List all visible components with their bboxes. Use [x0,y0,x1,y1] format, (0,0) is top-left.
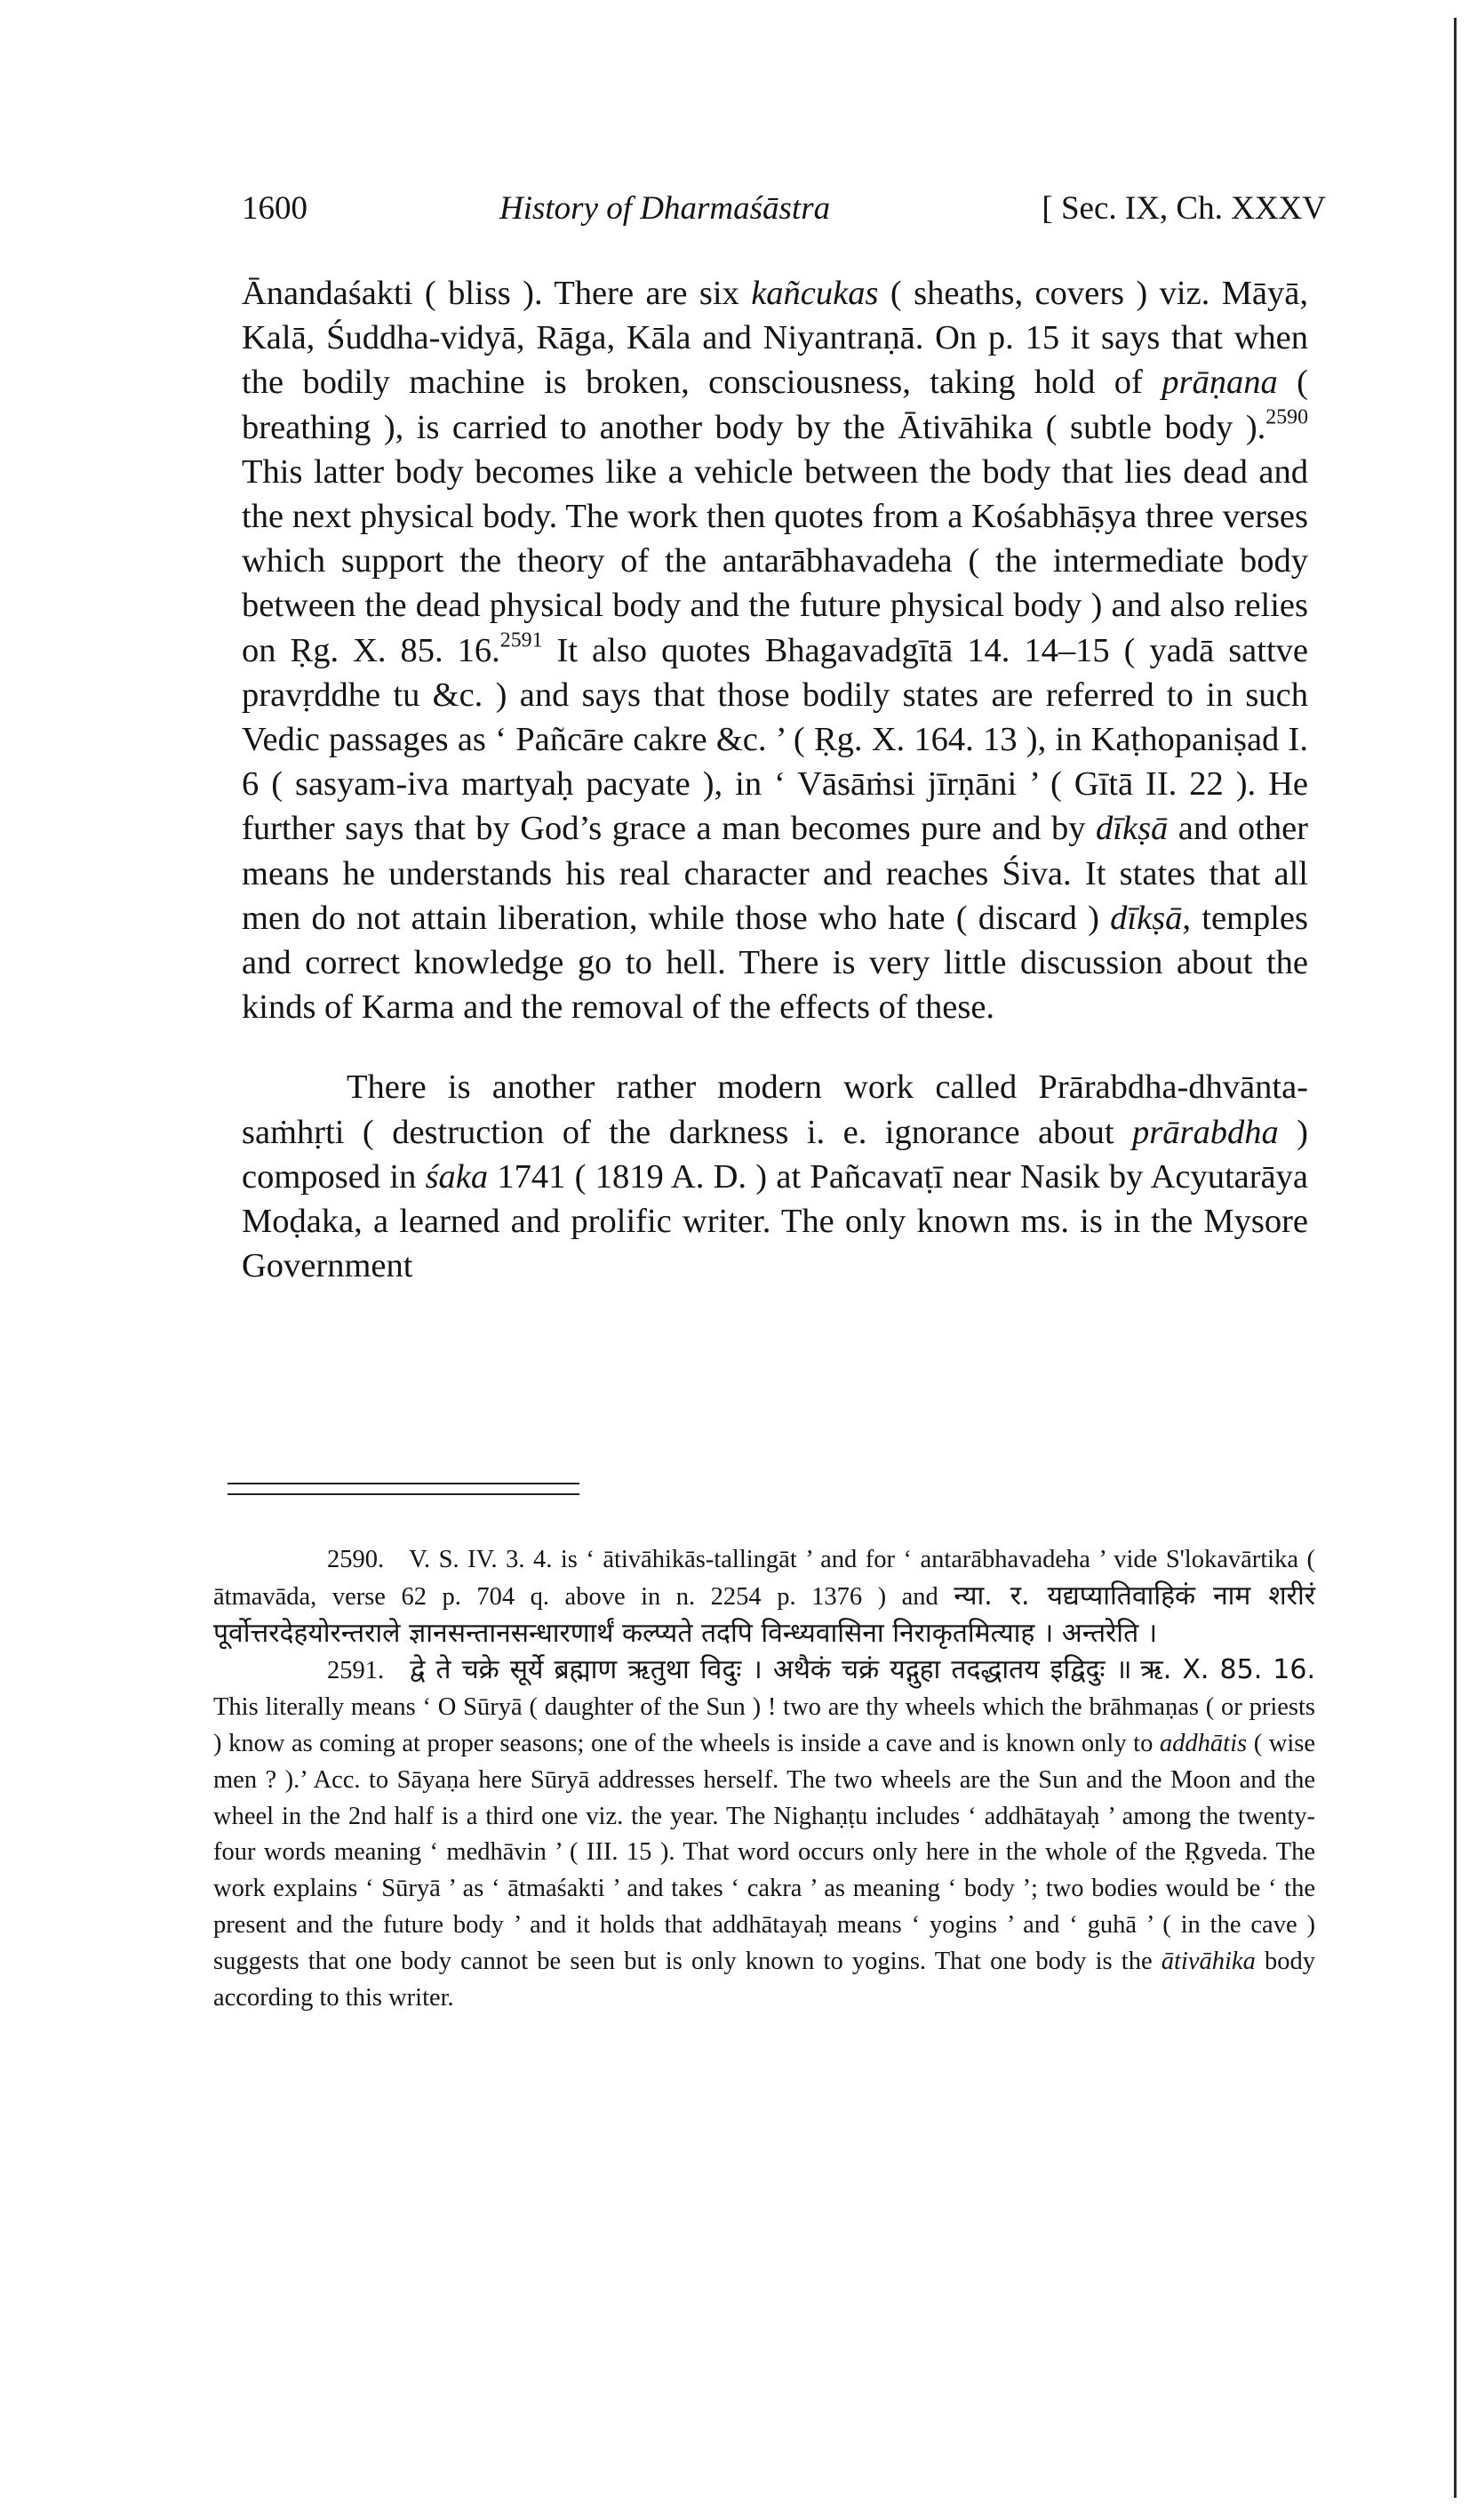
footnote-ref-2590: 2590 [1265,404,1308,428]
italic-term: dīkṣā [1110,899,1183,937]
footnote-text: This literally means ‘ O Sūryā ( daughter of the Sun ) ! two are thy wheels which the brāhmaṇas ( or priests ) know as coming at proper seasons; one of the wheels is inside a cave and is known only to [213,1693,1315,1757]
page-edge-rule [1454,18,1457,2498]
text-run: ) composed in [242,1113,1309,1196]
footnote-number: 2591. [327,1657,385,1685]
rigveda-ref: ऋ. X. 85. 16. [1140,1654,1316,1686]
text-run: It also quotes Bhagavadgītā 14. 14–15 ( yadā sattve pravṛddhe tu &c. ) and says that those bodily states are referred to in such Vedic passages as ‘ Pañcāre cakre &c. ’ ( Ṛg. X. 164. 13 ), in Kaṭhopaniṣad I. 6 ( sasyam-iva martyaḥ pacyate ), in ‘ Vāsāṁsi jīrṇāni ’ ( Gītā II. 22 ). He further says that by God’s grace a man becomes pure and by [242,631,1308,848]
italic-term: kañcukas [751,275,879,312]
footnote-separator [228,1483,579,1484]
section-label: [ Sec. IX, Ch. XXXV [1042,190,1326,227]
text-run: 1741 ( 1819 A. D. ) at Pañcavaṭī near Nasik by Acyutarāya Moḍaka, a learned and prolific writer. The only known ms. is in the Mysore Government [242,1157,1308,1285]
italic-term: ātivāhika [1161,1947,1256,1975]
text-run: This latter body becomes like a vehicle between the body that lies dead and the next physical body. The work then quotes from a Kośabhāṣya three verses which support the theory of the antarābhavadeha ( the intermediate body between the dead physical body and the future physical body ) and also relies on Ṛg. X. 85. 16. [242,452,1308,669]
footnote-text: ( wise men ? ).’ Acc. to Sāyaṇa here Sūryā addresses herself. The two wheels are the Sun and the Moon and the wheel in the 2nd half is a third one viz. the year. The Nighaṇṭu includes ‘ addhātayaḥ ’ among the twenty-four words meaning ‘ medhāvin ’ ( III. 15 ). That word occurs only here in the whole of the Ṛgveda. The work explains ‘ Sūryā ’ as ‘ ātmaśakti ’ and takes ‘ cakra ’ as meaning ‘ body ’; two bodies would be ‘ the present and the future body ’ and it holds that addhātayaḥ means ‘ yogins ’ and ‘ guhā ’ ( in the cave ) suggests that one body cannot be seen but is only known to yogins. That one body is the [213,1729,1315,1975]
italic-term: śaka [425,1157,489,1196]
page-number: 1600 [242,190,307,227]
footnote-separator [228,1493,579,1495]
text-run: There is another rather modern work called Prārabdha-dhvānta-saṁhṛti ( destruction of the darkness i. e. ignorance about [242,1068,1308,1151]
main-text [242,271,1308,1288]
book-title: History of Dharmaśāstra [499,190,831,227]
footnote-text: body according to this writer. [213,1947,1316,2012]
footnote-number: 2590. [327,1546,385,1573]
text-run: and other means he understands his real character and reaches Śiva. It states that all men do not attain liberation, while those who hate ( discard ) [242,810,1308,937]
italic-term: addhātis [1159,1729,1248,1757]
sanskrit-quote: न्या. र. यद्यप्यातिवाहिकं नाम शरीरं पूर्वोत्तरदेहयोरन्तराले ज्ञानसन्तानसन्धारणार्थं कल्प्यते तदपि विन्ध्यवासिना निराकृतमित्याह । अन्तरेति । [213,1580,1315,1649]
paragraph-2 [242,1065,1308,1288]
text-run: , temples and correct knowledge go to hell. There is very little discussion about the kinds of Karma and the removal of the effects of these. [242,899,1308,1027]
footnote-text: V. S. IV. 3. 4. is ‘ ātivāhikās-tallingāt ’ and for ‘ antarābhavadeha ’ vide S'lokavārtika ( ātmavāda, verse 62 p. 704 q. above in n. 2254 p. 1376 ) and [213,1546,1315,1611]
sanskrit-verse: द्वे ते चक्रे सूर्ये ब्रह्माण ऋतुथा विदुः । अथैकं चक्रं यद्गुहा तदद्धातय इद्विदुः ॥ [410,1654,1132,1686]
italic-term: prārabdha [1132,1113,1279,1151]
text-run: ( sheaths, covers ) viz. Māyā, Kalā, Śuddha-vidyā, Rāga, Kāla and Niyantraṇā. On p. 15 it says that when the bodily machine is broken, consciousness, taking hold of [242,275,1308,402]
text-run: ( breathing ), is carried to another body by the Ātivāhika ( subtle body ). [242,364,1308,446]
footnote-2591 [213,1652,1315,2016]
footnote-ref-2591: 2591 [499,628,543,652]
italic-term: prāṇana [1162,364,1278,402]
paragraph-1 [242,271,1308,1029]
footnotes [213,1542,1315,2016]
italic-term: dīkṣā [1096,810,1169,848]
footnote-2590 [213,1542,1315,1652]
running-head [242,182,1326,236]
text-run: Ānandaśakti ( bliss ). There are six [242,275,752,312]
